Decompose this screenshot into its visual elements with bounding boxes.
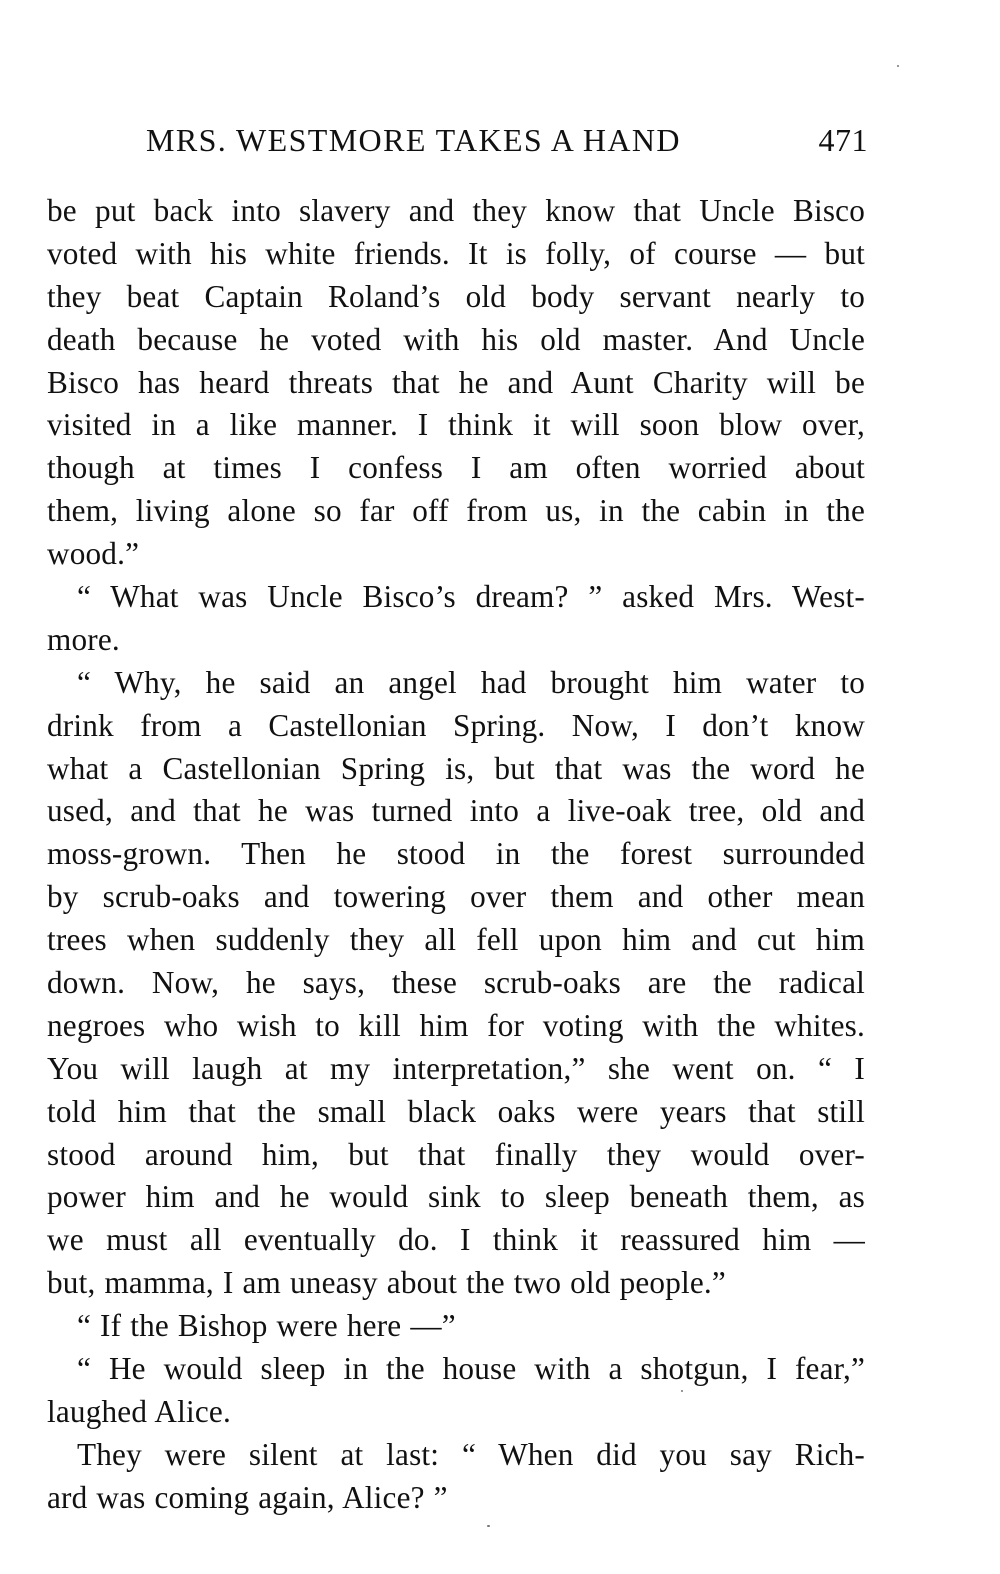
text-line: “ What was Uncle Bisco’s dream? ” asked Mrs. West- — [77, 579, 865, 615]
text-line: negroes who wish to kill him for voting with the whites. — [47, 1007, 865, 1043]
text-line: drink from a Castellonian Spring. Now, I don’t know — [47, 707, 865, 743]
text-line: be put back into slavery and they know that Uncle Bisco — [47, 193, 865, 228]
text-line: told him that the small black oaks were years that still — [47, 1093, 865, 1129]
text-line: them, living alone so far off from us, in the cabin in the — [47, 493, 865, 529]
text-line: wood.” — [47, 536, 140, 572]
text-line: used, and that he was turned into a live-oak tree, old and — [47, 793, 865, 829]
text-line: They were silent at last: “ When did you say Rich- — [77, 1436, 865, 1472]
text-line: stood around him, but that finally they would over- — [47, 1136, 865, 1172]
running-head — [146, 122, 868, 166]
text-line: we must all eventually do. I think it reassured him — — [47, 1222, 865, 1258]
text-line: “ He would sleep in the house with a shotgun, I fear,” — [77, 1351, 865, 1387]
text-line: laughed Alice. — [47, 1393, 231, 1429]
text-line: what a Castellonian Spring is, but that was the word he — [47, 750, 865, 786]
text-line: power him and he would sink to sleep beneath them, as — [47, 1179, 865, 1215]
text-line: they beat Captain Roland’s old body servant nearly to — [47, 278, 865, 314]
text-line: You will laugh at my interpretation,” she went on. “ I — [47, 1050, 865, 1086]
text-line: more. — [47, 621, 120, 657]
text-line: voted with his white friends. It is folly, of course — but — [47, 235, 865, 271]
text-line: “ If the Bishop were here —” — [77, 1308, 456, 1344]
page-number: 471 — [818, 122, 868, 158]
text-line: Bisco has heard threats that he and Aunt Charity will be — [47, 364, 865, 400]
text-line: by scrub-oaks and towering over them and other mean — [47, 879, 865, 915]
scan-speck — [487, 1525, 490, 1527]
text-line: though at times I confess I am often worried about — [47, 450, 865, 486]
body-text — [47, 190, 865, 1520]
text-line: but, mamma, I am uneasy about the two old people.” — [47, 1265, 726, 1301]
scan-speck — [681, 1390, 683, 1392]
text-line: moss-grown. Then he stood in the forest surrounded — [47, 836, 865, 872]
text-line: ard was coming again, Alice? ” — [47, 1479, 448, 1515]
scan-speck — [897, 65, 899, 67]
chapter-title: MRS. WESTMORE TAKES A HAND — [146, 122, 681, 158]
text-line: “ Why, he said an angel had brought him water to — [77, 664, 865, 700]
text-line: trees when suddenly they all fell upon him and cut him — [47, 922, 865, 958]
text-line: death because he voted with his old master. And Uncle — [47, 321, 865, 357]
text-line: down. Now, he says, these scrub-oaks are the radical — [47, 965, 865, 1001]
text-line: visited in a like manner. I think it will soon blow over, — [47, 407, 865, 443]
